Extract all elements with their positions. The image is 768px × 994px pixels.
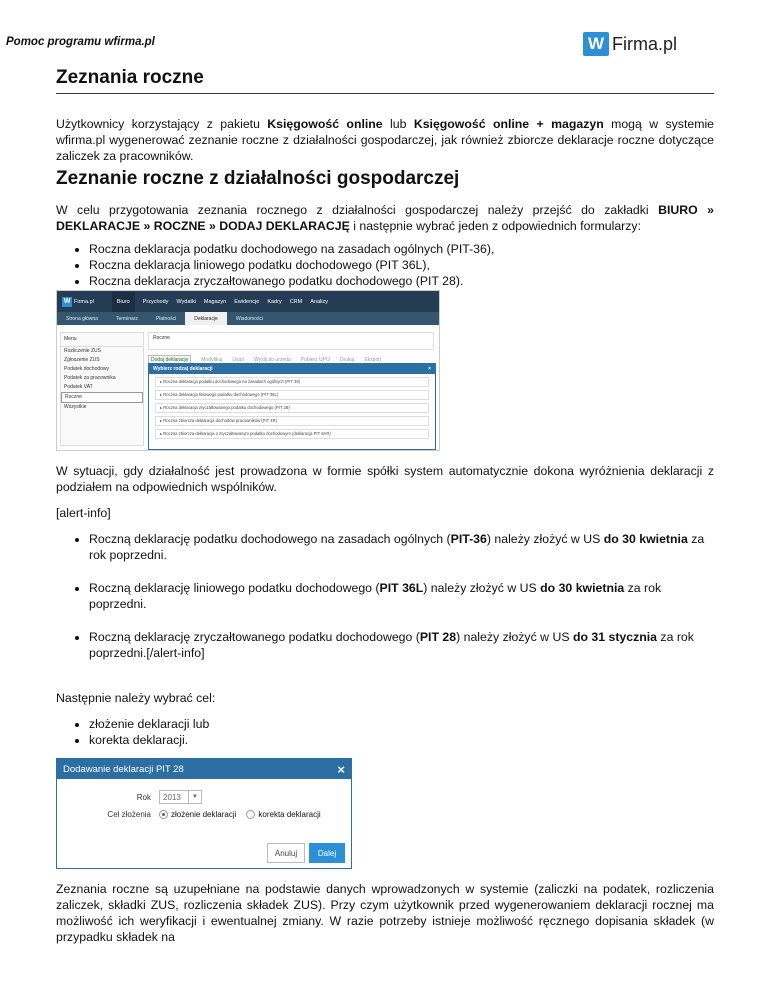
logo-text: Firma.pl: [612, 33, 678, 54]
text: mogą w systemie wfirma.pl wygenerować zeznanie roczne z działalności gospodarczej, jak również zbiorcze deklaracje roczne dotyczące zaliczek za pracowników.: [56, 117, 715, 163]
nav-wydatki[interactable]: Wydatki: [176, 298, 196, 305]
declaration-option[interactable]: ▸ Roczna zbiorcza deklaracja dochodów pracowników (PIT 4R): [155, 416, 429, 426]
goal-list: [56, 716, 714, 748]
intro-paragraph: [56, 116, 714, 164]
upo-button[interactable]: Pobierz UPO: [300, 357, 330, 363]
panel-title: Roczne: [148, 332, 434, 350]
subnav-calendar[interactable]: Terminarz: [115, 315, 138, 322]
goal-label: Cel złożenia: [107, 810, 151, 819]
page-title: Zeznania roczne: [56, 67, 714, 94]
list-item: • Roczną deklarację liniowego podatku dochodowego (PIT 36L) należy złożyć w US do 30 kwietnia za rok poprzedni.: [89, 580, 714, 612]
declaration-option[interactable]: ▸ Roczna deklaracja podatku dochodowego na zasadach ogólnych (PIT 36): [155, 377, 429, 387]
text: i następnie wybrać jeden z odpowiednich formularzy:: [349, 219, 641, 233]
top-nav: [57, 291, 439, 312]
page-header-title: Pomoc programu wfirma.pl: [6, 36, 155, 48]
option-label: Roczna zbiorcza deklaracja o zryczałtowanym podatku dochodowym (deklaracja PIT 8AR): [163, 431, 331, 436]
main-panel: [148, 332, 434, 446]
app-logo: [62, 297, 94, 307]
subnav-payments[interactable]: Płatności: [155, 315, 177, 322]
add-declaration-button[interactable]: Dodaj deklarację: [148, 355, 191, 365]
dialog-title: Dodawanie deklaracji PIT 28: [63, 763, 184, 775]
declaration-option[interactable]: ▸ Roczna deklaracja liniowego podatku dochodowego (PIT 36L): [155, 390, 429, 400]
chevron-down-icon[interactable]: ▼: [189, 790, 202, 804]
logo-mark: W: [583, 32, 609, 56]
option-label: Roczna zbiorcza deklaracja dochodów pracowników (PIT 4R): [163, 418, 278, 423]
close-icon[interactable]: ×: [337, 761, 345, 777]
declarations-screenshot: [56, 290, 440, 451]
delete-button[interactable]: Usuń: [232, 357, 245, 363]
modal-title: Wybierz rodzaj deklaracji: [153, 366, 213, 372]
print-button[interactable]: Drukuj: [339, 357, 355, 363]
wfirma-logo: [583, 32, 677, 56]
goal-row: [57, 810, 321, 819]
option-label: Roczna deklaracja zryczałtowanego podatku dochodowego (PIT 28): [163, 405, 290, 410]
closing-paragraph: [56, 881, 714, 945]
radio-correction[interactable]: [246, 810, 255, 819]
menu-item[interactable]: Podatek za pracownika: [64, 375, 116, 381]
text-bold: Księgowość online + magazyn: [413, 117, 604, 131]
year-row: [57, 790, 202, 804]
text-bold: BIURO » DEKLARACJE » ROCZNE » DODAJ DEKLARACJĘ: [56, 203, 714, 233]
logo-text: Firma.pl: [74, 298, 94, 305]
menu-item[interactable]: Podatek VAT: [64, 384, 93, 390]
export-button[interactable]: Eksport: [364, 357, 382, 363]
menu-title: Menu: [61, 333, 143, 347]
menu-item[interactable]: Zgłoszenie ZUS: [64, 357, 100, 363]
radio-submit[interactable]: [159, 810, 168, 819]
declaration-option[interactable]: ▸ Roczna deklaracja zryczałtowanego podatku dochodowego (PIT 28): [155, 403, 429, 413]
send-button[interactable]: Wyślij do urzędu: [254, 357, 291, 363]
list-item: • Roczna deklaracja liniowego podatku dochodowego (PIT 36L),: [89, 257, 714, 273]
form-list: [56, 241, 714, 289]
text: lub: [382, 117, 414, 131]
nav-crm[interactable]: CRM: [289, 298, 303, 305]
next-button[interactable]: Dalej: [309, 843, 345, 863]
menu-item[interactable]: Wszystkie: [64, 404, 87, 410]
list-item: • Roczna deklaracja zryczałtowanego podatku dochodowego (PIT 28).: [89, 273, 714, 289]
list-item: • korekta deklaracji.: [89, 732, 714, 748]
declaration-type-modal: [148, 363, 436, 450]
section-paragraph: [56, 202, 714, 234]
option-label: Roczna deklaracja liniowego podatku dochodowego (PIT 36L): [163, 392, 279, 397]
text: [alert-info]: [56, 506, 111, 520]
menu-item-active[interactable]: Roczne: [61, 392, 143, 403]
text: Zeznania roczne są uzupełniane na podstawie danych wprowadzonych w systemie (zaliczki na podatek, rozliczenia zaliczek, składki ZUS, rozliczenia składek ZUS). Przy czym użytkownik przed wygenerowaniem deklaracji rocznej ma możliwość ich weryfikacji i ewentualnej zmiany. W razie potrzeby istnieje możliwość ręcznego dopisania składek (w przypadku składek na: [56, 882, 714, 944]
year-label: Rok: [136, 792, 151, 802]
text: Użytkownicy korzystający z pakietu: [56, 117, 268, 131]
year-select[interactable]: 2013: [159, 790, 189, 804]
text: W celu przygotowania zeznania rocznego z działalności gospodarczej należy przejść do zakładki: [56, 203, 659, 217]
close-icon[interactable]: ×: [428, 366, 431, 372]
modal-header: [149, 364, 435, 374]
nav-ewidencje[interactable]: Ewidencje: [234, 298, 260, 305]
menu-item[interactable]: Rozliczenie ZUS: [64, 348, 101, 354]
subnav-home[interactable]: Strona główna: [66, 315, 98, 322]
nav-przychody[interactable]: Przychody: [142, 298, 169, 305]
nav-analizy[interactable]: Analizy: [310, 298, 328, 305]
cancel-button[interactable]: Anuluj: [267, 843, 305, 863]
declaration-option[interactable]: ▸ Roczna zbiorcza deklaracja o zryczałtowanym podatku dochodowym (deklaracja PIT 8AR): [155, 429, 429, 439]
text-bold: Księgowość online: [267, 117, 383, 131]
nav-kadry[interactable]: Kadry: [267, 298, 282, 305]
radio-submit-label: złożenie deklaracji: [171, 810, 237, 819]
partnership-paragraph: [56, 463, 714, 495]
dialog-header: [57, 759, 351, 779]
goal-paragraph: [56, 690, 714, 706]
subnav-messages[interactable]: Wiadomości: [235, 315, 264, 322]
side-menu: [60, 332, 144, 446]
list-item: • złożenie deklaracji lub: [89, 716, 714, 732]
sub-nav: [57, 312, 439, 325]
logo-mark: W: [63, 298, 71, 305]
text: W sytuacji, gdy działalność jest prowadzona w formie spółki system automatycznie dokona wyróżnienia deklaracji z podziałem na odpowiednich wspólników.: [56, 464, 714, 494]
deadlines-list: [56, 531, 714, 678]
list-item: • Roczną deklarację zryczałtowanego podatku dochodowego (PIT 28) należy złożyć w US do 31 stycznia za rok poprzedni.[/alert-info]: [89, 629, 714, 661]
modify-button[interactable]: Modyfikuj: [201, 357, 223, 363]
list-item: • Roczną deklarację podatku dochodowego na zasadach ogólnych (PIT-36) należy złożyć w US do 30 kwietnia za rok poprzedni.: [89, 531, 714, 563]
text: Następnie należy wybrać cel:: [56, 691, 216, 705]
nav-magazyn[interactable]: Magazyn: [203, 298, 227, 305]
alert-open-tag: [56, 505, 714, 521]
nav-biuro[interactable]: Biuro: [112, 292, 135, 312]
menu-item[interactable]: Podatek dochodowy: [64, 366, 110, 372]
list-item: • Roczna deklaracja podatku dochodowego na zasadach ogólnych (PIT-36),: [89, 241, 714, 257]
section-title: Zeznanie roczne z działalności gospodarczej: [56, 168, 460, 189]
option-label: Roczna deklaracja podatku dochodowego na zasadach ogólnych (PIT 36): [163, 379, 301, 384]
subnav-declarations[interactable]: Deklaracje: [185, 312, 227, 325]
radio-correction-label: korekta deklaracji: [258, 810, 321, 819]
add-declaration-dialog: [56, 758, 352, 869]
